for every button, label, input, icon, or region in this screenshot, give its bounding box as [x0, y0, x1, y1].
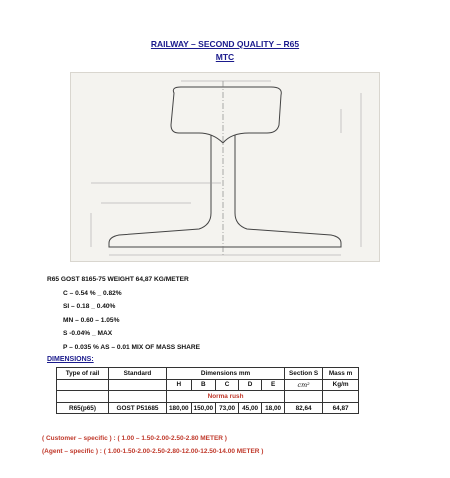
empty-cell	[109, 391, 167, 403]
table-row	[57, 402, 359, 414]
col-type-header: Type of rail	[57, 368, 109, 380]
rail-head-outline	[171, 87, 281, 143]
page-title: RAILWAY – SECOND QUALITY – R65	[150, 39, 300, 49]
col-d-header: D	[239, 379, 262, 391]
table-norma-row	[57, 391, 359, 403]
rail-profile-drawing	[70, 72, 380, 262]
dimensions-table	[56, 367, 359, 414]
empty-cell	[57, 391, 109, 403]
table-header-row	[57, 368, 359, 380]
col-dims-header: Dimensions mm	[167, 368, 285, 380]
norma-label: Norma rush	[167, 391, 285, 403]
cell-mass: 64,87	[323, 402, 359, 414]
cell-h: 180,00	[167, 402, 192, 414]
col-section-header: Section S	[285, 368, 323, 380]
col-e-header: E	[262, 379, 285, 391]
spec-line-p: P – 0.035 % AS – 0.01 MIX OF MASS SHARE	[63, 343, 201, 351]
agent-note: (Agent – specific ) : ( 1.00-1.50-2.00-2.50-2.80-12.00-12.50-14.00 METER )	[42, 448, 264, 455]
cell-section: 82,64	[285, 402, 323, 414]
page-subtitle: MTC	[215, 52, 235, 62]
customer-note: ( Customer – specific ) : ( 1.00 – 1.50-2.00-2.50-2.80 METER )	[42, 435, 227, 442]
col-mass-header: Mass m	[323, 368, 359, 380]
col-mass-unit: Kg/m	[323, 379, 359, 391]
cell-type: R65(p65)	[57, 402, 109, 414]
spec-line-c: C – 0.54 % _ 0.82%	[63, 289, 122, 297]
spec-line-s: S -0.04% _ MAX	[63, 330, 113, 338]
cell-b: 150,00	[191, 402, 216, 414]
empty-cell	[285, 391, 323, 403]
cell-d: 45,00	[239, 402, 262, 414]
spec-block	[47, 273, 200, 355]
col-c-header: C	[216, 379, 239, 391]
empty-cell	[109, 379, 167, 391]
rail-web-outline	[109, 135, 341, 247]
col-h-header: H	[167, 379, 192, 391]
spec-line-mn: MN – 0.60 – 1.05%	[63, 316, 120, 324]
empty-cell	[323, 391, 359, 403]
dimensions-title: DIMENSIONS:	[47, 356, 94, 363]
col-b-header: B	[191, 379, 216, 391]
col-standard-header: Standard	[109, 368, 167, 380]
table-subheader-row	[57, 379, 359, 391]
col-section-unit: cm²	[285, 379, 323, 391]
spec-heading: R65 GOST 8165-75 WEIGHT 64,87 KG/METER	[47, 276, 189, 283]
cell-c: 73,00	[216, 402, 239, 414]
empty-cell	[57, 379, 109, 391]
rail-profile-svg	[71, 73, 381, 263]
spec-line-si: SI – 0.18 _ 0.40%	[63, 303, 116, 311]
cell-standard: GOST P51685	[109, 402, 167, 414]
cell-e: 18,00	[262, 402, 285, 414]
